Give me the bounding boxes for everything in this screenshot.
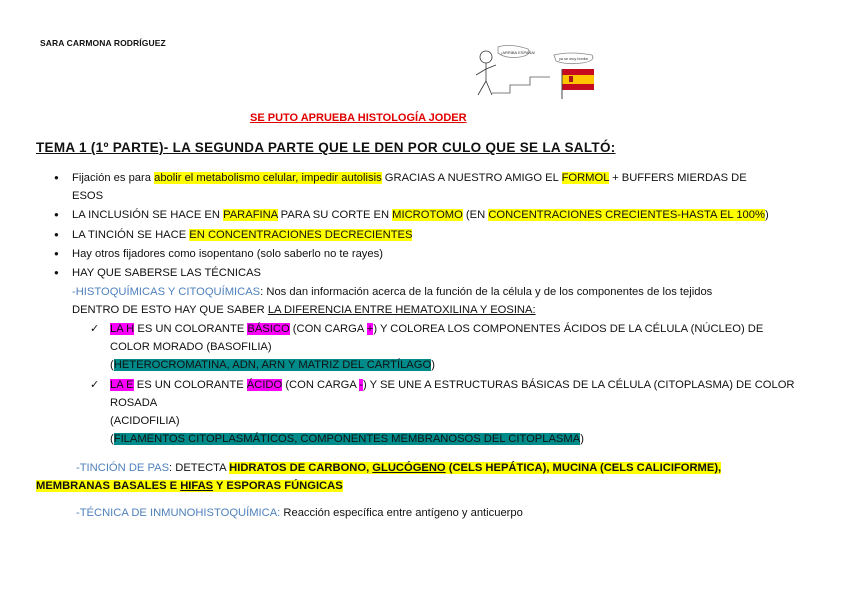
spain-flag-icon [562, 69, 594, 99]
text: + BUFFERS MIERDAS DE [609, 172, 747, 184]
highlight: FORMOL [561, 172, 610, 184]
bullet-dot-icon: ● [54, 210, 59, 219]
stickman-flag-cartoon [470, 45, 620, 115]
text: (CON CARGA [282, 379, 360, 391]
page-title: TEMA 1 (1º PARTE)- LA SEGUNDA PARTE QUE LE DEN POR CULO QUE SE LA SALTÓ: [36, 140, 616, 155]
checkmark-icon: ✓ [90, 379, 100, 391]
checkmark-icon: ✓ [90, 323, 100, 335]
section-label: -TÉCNICA DE INMUNOHISTOQUÍMICA: [76, 507, 281, 519]
highlight: BÁSICO [247, 323, 290, 335]
text: ) [764, 209, 769, 221]
text: ) Y SE UNE A ESTRUCTURAS BÁSICAS DE LA CÉLULA (CITOPLASMA) DE COLOR [363, 379, 795, 391]
text: PARA SU CORTE EN [277, 209, 393, 221]
pas-paragraph [36, 459, 721, 495]
highlight: - [359, 379, 364, 391]
bullet-tincion [54, 226, 413, 244]
text: Hay otros fijadores como isopentano (solo saberlo no te rayes) [72, 248, 383, 260]
highlight: MICROTOMO [392, 209, 463, 221]
text: ) [580, 433, 584, 445]
highlight: + [366, 323, 374, 335]
bullet-dot-icon: ● [54, 268, 59, 277]
text: (EN [462, 209, 489, 221]
text: ( [110, 359, 114, 371]
text: Reacción específica entre antígeno y anticuerpo [280, 507, 523, 519]
text: (ACIDOFILIA) [110, 415, 180, 427]
bullet-dot-icon: ● [54, 173, 59, 182]
text: GRACIAS A NUESTRO AMIGO EL [381, 172, 562, 184]
highlight: PARAFINA [223, 209, 278, 221]
highlight: LA E [110, 379, 134, 391]
text: LA TINCIÓN SE HACE [72, 229, 190, 241]
text: ROSADA [110, 397, 158, 409]
text: ) Y COLOREA LOS COMPONENTES ÁCIDOS DE LA CÉLULA (NÚCLEO) DE [373, 323, 764, 335]
highlight: (CELS HEPÁTICA), MUCINA (CELS CALICIFORME), [445, 462, 722, 474]
bullet-fijacion [54, 169, 747, 205]
highlight: LA H [110, 323, 135, 335]
subtitle: SE PUTO APRUEBA HISTOLOGÍA JODER [250, 112, 467, 124]
text: ( [110, 433, 114, 445]
check-eosina [90, 376, 795, 448]
highlight: HIDRATOS DE CARBONO, [229, 462, 373, 474]
highlight: EN CONCENTRACIONES DECRECIENTES [189, 229, 413, 241]
highlight: HIFAS [180, 480, 214, 492]
text: Fijación es para [72, 172, 155, 184]
section-label: -HISTOQUÍMICAS Y CITOQUÍMICAS [72, 286, 261, 298]
speech-bubble-right: ya se muy bonita [559, 57, 588, 61]
text: ESOS [72, 190, 104, 202]
author-name: SARA CARMONA RODRÍGUEZ [40, 38, 166, 48]
bullet-inclusion [54, 206, 769, 224]
highlight: MEMBRANAS BASALES E [36, 480, 181, 492]
section-label: -TINCIÓN DE PAS [76, 462, 170, 474]
text: DENTRO DE ESTO HAY QUE SABER [72, 304, 268, 316]
highlight: FILAMENTOS CITOPLASMÁTICOS, COMPONENTES MEMBRANOSOS DEL CITOPLASMA [113, 433, 581, 445]
text: ) [431, 359, 435, 371]
text: (CON CARGA [289, 323, 367, 335]
inmuno-paragraph [76, 504, 523, 522]
highlight: GLUCÓGENO [372, 462, 446, 474]
underlined-text: LA DIFERENCIA ENTRE HEMATOXILINA Y EOSINA: [267, 304, 536, 316]
bullet-tecnicas [54, 264, 262, 282]
bullet-dot-icon: ● [54, 230, 59, 239]
bullet-fijadores [54, 245, 383, 263]
text: ES UN COLORANTE [133, 379, 247, 391]
highlight: HETEROCROMATINA, ADN, ARN Y MATRIZ DEL CARTÍLAGO [113, 359, 432, 371]
text: COLOR MORADO (BASOFILIA) [110, 341, 272, 353]
histo-paragraph [72, 283, 712, 319]
text: HAY QUE SABERSE LAS TÉCNICAS [72, 267, 262, 279]
highlight: abolir el metabolismo celular, impedir autolisis [154, 172, 382, 184]
highlight: CONCENTRACIONES CRECIENTES-HASTA EL 100% [488, 209, 765, 221]
highlight: ÁCIDO [246, 379, 283, 391]
check-hematoxilina [90, 320, 764, 374]
text: : DETECTA [169, 462, 230, 474]
speech-bubble-left: ¡ARRIBA ESPAÑA! [501, 50, 536, 55]
text: : Nos dan información acerca de la función de la célula y de los componentes de los tejidos [260, 286, 713, 298]
text: LA INCLUSIÓN SE HACE EN [72, 209, 224, 221]
text: ES UN COLORANTE [134, 323, 248, 335]
bullet-dot-icon: ● [54, 249, 59, 258]
highlight: Y ESPORAS FÚNGICAS [213, 480, 343, 492]
